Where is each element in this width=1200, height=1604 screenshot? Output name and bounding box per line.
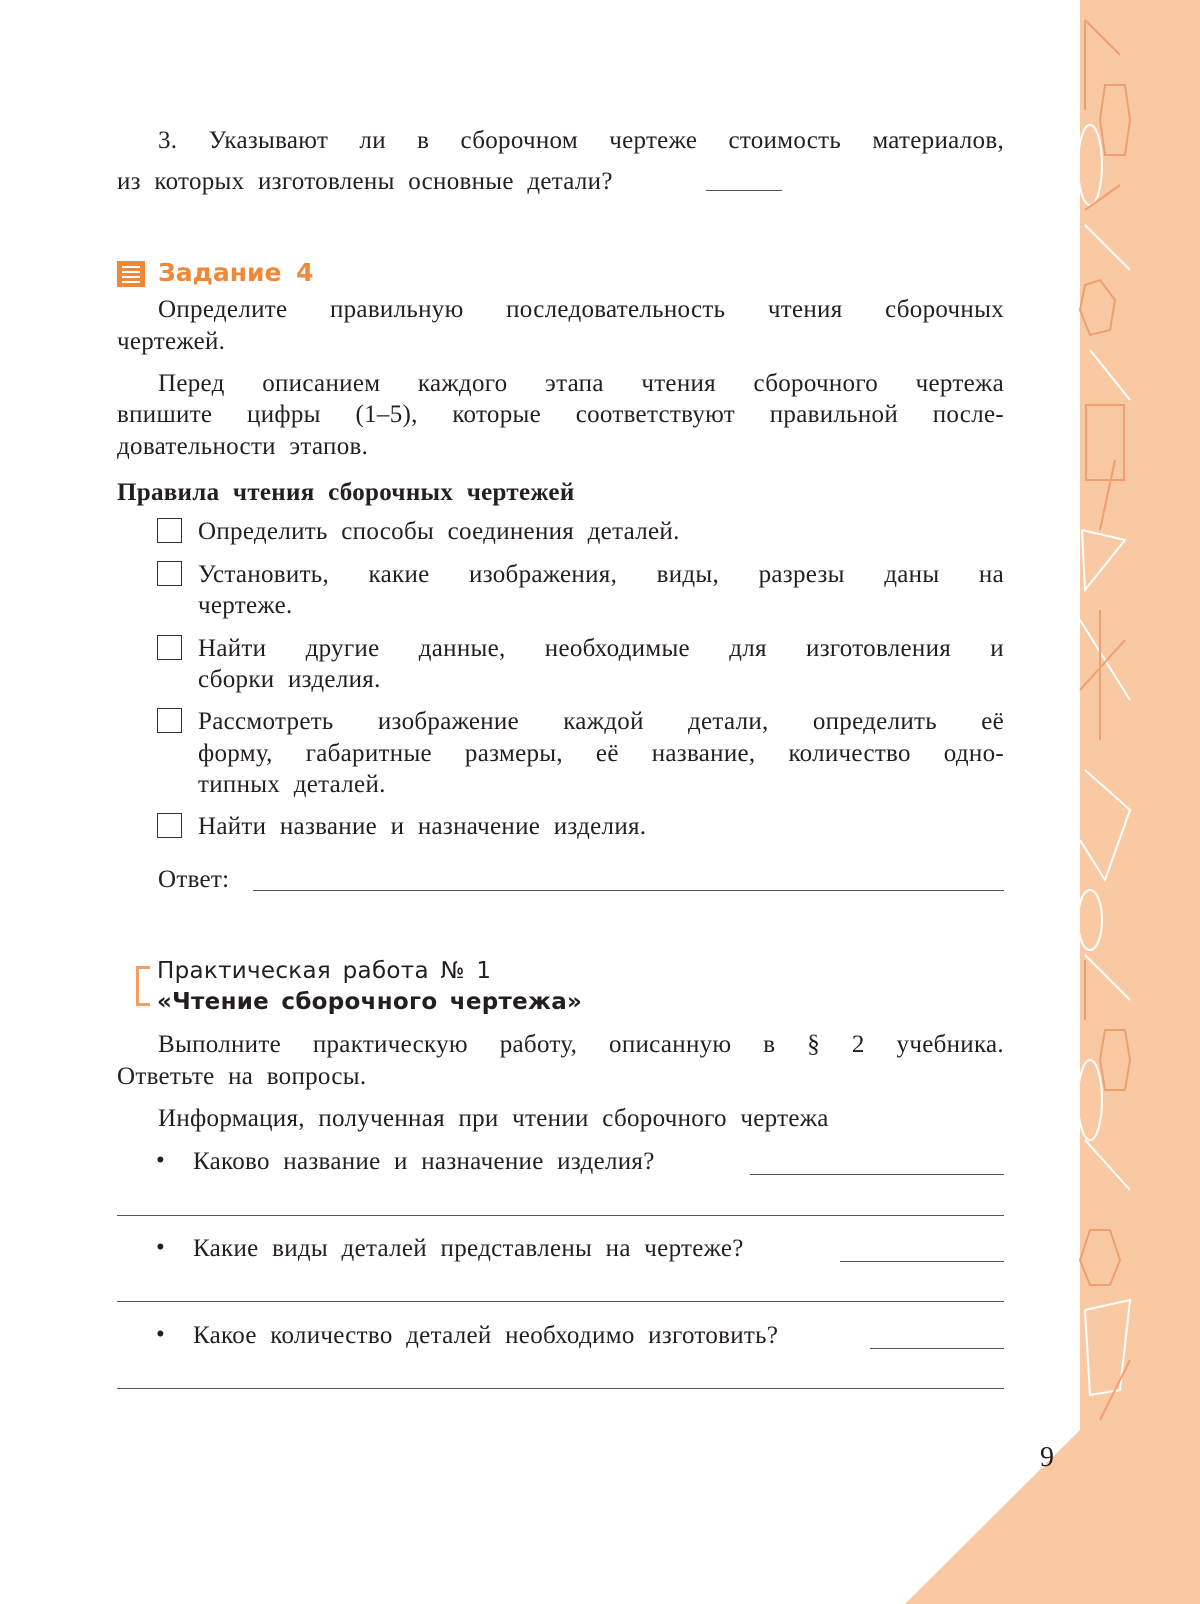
task-4-intro-line: чертежей. (117, 328, 226, 355)
question-3-line-2: из которых изготовлены основные детали? (117, 168, 613, 195)
step-number-box[interactable] (157, 635, 182, 660)
rules-heading: Правила чтения сборочных чертежей (117, 479, 575, 506)
bullet: • (156, 1234, 165, 1261)
rule-item-text: Найти другие данные, необходимые для изготовления и (198, 635, 1004, 662)
rule-item-text: типных деталей. (198, 771, 386, 798)
task-4-intro-line: впишите цифры (1–5), которые соответствуют правильной после- (117, 401, 1004, 428)
task-4-intro-line: Перед описанием каждого этапа чтения сборочного чертежа (158, 370, 1004, 397)
step-number-box[interactable] (157, 813, 182, 838)
task-list-icon (117, 261, 145, 287)
question-text: Какие виды деталей представлены на чертеже? (193, 1235, 744, 1262)
page-number: 9 (1040, 1442, 1054, 1473)
task-4-intro-line: довательности этапов. (117, 433, 369, 460)
question-text: Каково название и назначение изделия? (193, 1148, 655, 1175)
step-number-box[interactable] (157, 518, 182, 543)
answer-line[interactable] (253, 890, 1004, 891)
rule-item-text: форму, габаритные размеры, её название, количество одно- (198, 740, 1004, 767)
rule-item-text: Рассмотреть изображение каждой детали, определить её (198, 708, 1004, 735)
rule-item-text: чертеже. (198, 592, 293, 619)
bullet: • (156, 1147, 165, 1174)
answer-line[interactable] (117, 1215, 1004, 1216)
step-number-box[interactable] (157, 708, 182, 733)
rule-item-text: сборки изделия. (198, 666, 381, 693)
practical-info-text: Информация, полученная при чтении сборочного чертежа (158, 1105, 829, 1132)
task-4-title: Задание 4 (158, 258, 314, 287)
question-3-line-1: 3. Указывают ли в сборочном чертеже стоимость материалов, (158, 127, 1004, 154)
practical-work-subtitle: «Чтение сборочного чертежа» (157, 989, 583, 1015)
question-3-answer-blank[interactable] (706, 190, 782, 191)
task-4-intro-line: Определите правильную последовательность чтения сборочных (158, 296, 1004, 323)
answer-line[interactable] (117, 1388, 1004, 1389)
rule-item-text: Установить, какие изображения, виды, разрезы даны на (198, 561, 1004, 588)
practical-work-title: Практическая работа № 1 (157, 958, 492, 984)
answer-line[interactable] (117, 1301, 1004, 1302)
answer-blank[interactable] (870, 1348, 1004, 1349)
answer-blank[interactable] (750, 1174, 1004, 1175)
section-bracket-icon (136, 966, 150, 1006)
answer-label: Ответ: (158, 866, 230, 893)
rule-item-text: Определить способы соединения деталей. (198, 518, 680, 545)
step-number-box[interactable] (157, 561, 182, 586)
practical-intro-line: Ответьте на вопросы. (117, 1063, 367, 1090)
practical-intro-line: Выполните практическую работу, описанную в § 2 учебника. (158, 1031, 1004, 1058)
question-text: Какое количество деталей необходимо изготовить? (193, 1322, 779, 1349)
bullet: • (156, 1321, 165, 1348)
answer-blank[interactable] (840, 1261, 1004, 1262)
rule-item-text: Найти название и назначение изделия. (198, 813, 647, 840)
